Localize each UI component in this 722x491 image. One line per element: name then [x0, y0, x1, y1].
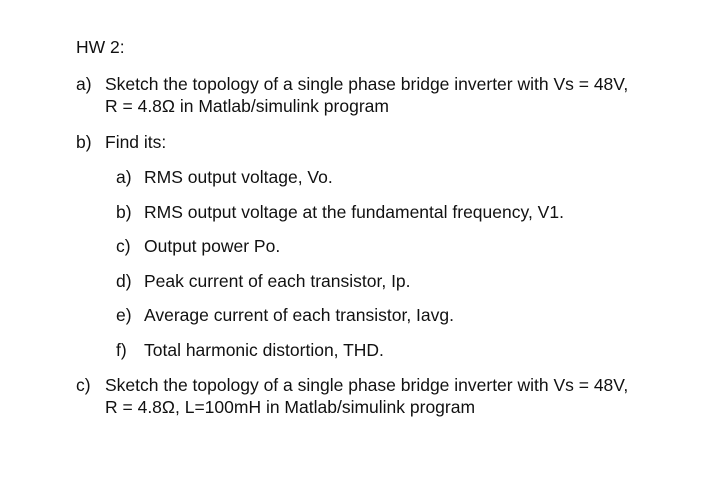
subitem-d-text: Peak current of each transistor, Ip.: [144, 271, 411, 291]
document-title: HW 2:: [76, 37, 125, 57]
subitem-e-marker: e): [116, 305, 132, 325]
subitem-a-marker: a): [116, 167, 132, 187]
item-a-marker: a): [76, 74, 92, 94]
item-c-line-2: R = 4.8Ω, L=100mH in Matlab/simulink program: [105, 397, 476, 417]
subitem-c-marker: c): [116, 236, 131, 256]
subitem-d-marker: d): [116, 271, 132, 291]
item-a-line-2: R = 4.8Ω in Matlab/simulink program: [105, 96, 389, 116]
item-c-line-1: Sketch the topology of a single phase bridge inverter with Vs = 48V,: [105, 375, 629, 395]
item-b-line-1: Find its:: [105, 132, 167, 152]
subitem-c-text: Output power Po.: [144, 236, 281, 256]
subitem-a-text: RMS output voltage, Vo.: [144, 167, 333, 187]
subitem-f-text: Total harmonic distortion, THD.: [144, 340, 384, 360]
subitem-f-marker: f): [116, 340, 127, 360]
subitem-b-text: RMS output voltage at the fundamental frequency, V1.: [144, 202, 564, 222]
item-a-line-1: Sketch the topology of a single phase bridge inverter with Vs = 48V,: [105, 74, 629, 94]
subitem-b-marker: b): [116, 202, 132, 222]
item-c-marker: c): [76, 375, 91, 395]
subitem-e-text: Average current of each transistor, Iavg.: [144, 305, 454, 325]
item-b-marker: b): [76, 132, 92, 152]
